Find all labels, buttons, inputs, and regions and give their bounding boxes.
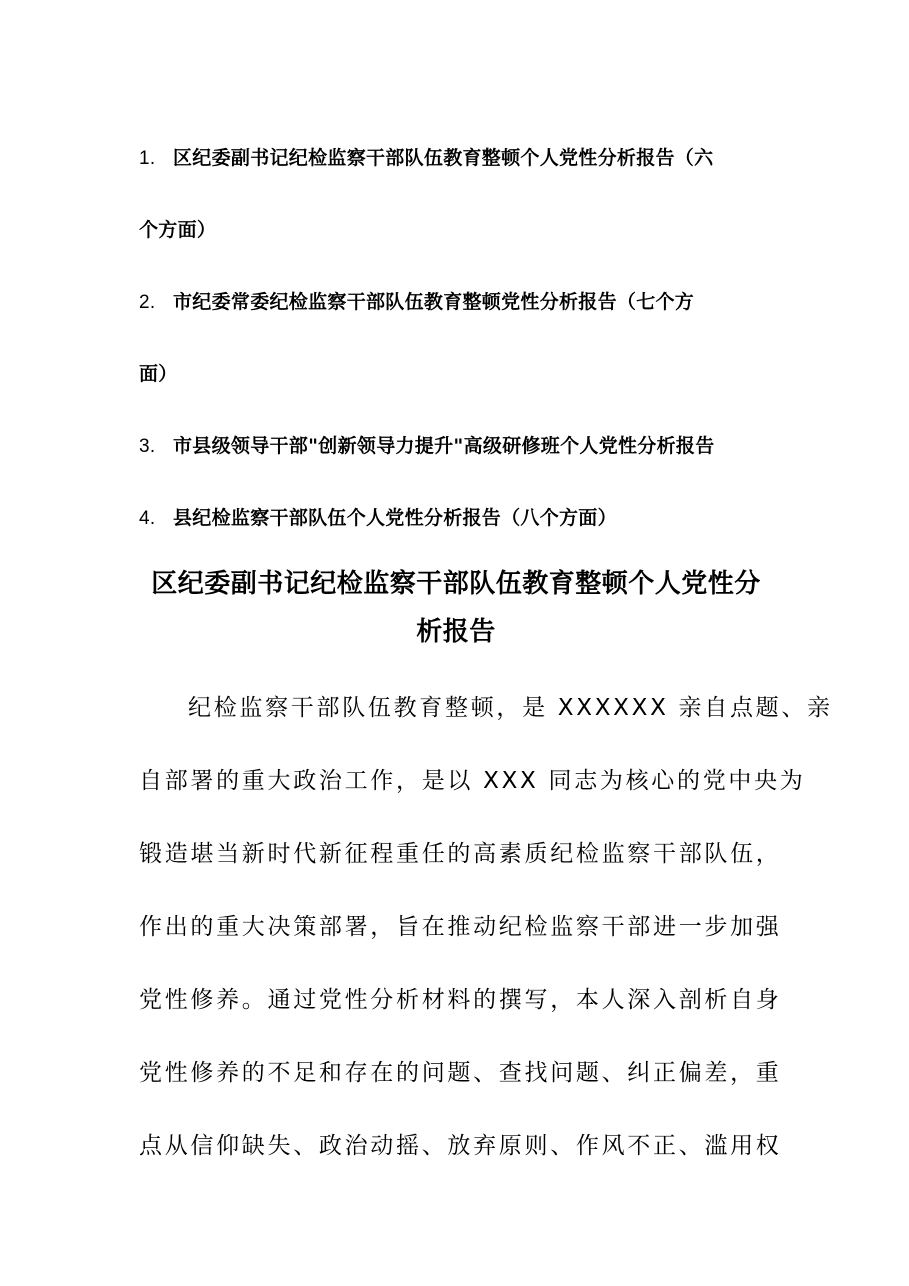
toc-item-2-line-2: [139, 354, 773, 426]
body-line: 党性修养的不足和存在的问题、查找问题、纠正偏差，重: [139, 1060, 782, 1086]
toc-item-number: 3.: [139, 436, 156, 457]
toc-item-1-line-2: [139, 210, 773, 282]
toc-item-number: 1.: [139, 148, 156, 169]
toc-item-title-continued: 面）: [139, 363, 178, 385]
toc-item-2[interactable]: [139, 282, 773, 426]
document-title-line-2: 析报告: [416, 617, 496, 647]
toc-item-title: 县纪检监察干部队伍个人党性分析报告（八个方面）: [173, 507, 617, 529]
document-title-line-1: 区纪委副书记纪检监察干部队伍教育整顿个人党性分: [151, 569, 761, 599]
body-line: 作出的重大决策部署，旨在推动纪检监察干部进一步加强: [139, 914, 782, 940]
toc-item-title: 市县级领导干部"创新领导力提升"高级研修班个人党性分析报告: [173, 435, 715, 457]
toc-item-number: 4.: [139, 508, 156, 529]
toc-item-title: 市纪委常委纪检监察干部队伍教育整顿党性分析报告（七个方: [173, 291, 695, 313]
body-line: 锻造堪当新时代新征程重任的高素质纪检监察干部队伍，: [139, 841, 782, 867]
document-body: [139, 672, 833, 1183]
body-line: 纪检监察干部队伍教育整顿，是 XXXXXX 亲自点题、亲: [188, 695, 833, 721]
toc-item-title: 区纪委副书记纪检监察干部队伍教育整顿个人党性分析报告（六: [173, 147, 714, 169]
document-title: [139, 560, 773, 656]
table-of-contents: [139, 138, 773, 570]
body-line: 自部署的重大政治工作，是以 XXX 同志为核心的党中央为: [139, 768, 806, 794]
body-line: 党性修养。通过党性分析材料的撰写，本人深入剖析自身: [139, 987, 782, 1013]
toc-item-title-continued: 个方面）: [139, 219, 217, 241]
toc-item-number: 2.: [139, 292, 156, 313]
toc-item-1-line-1: [139, 138, 773, 210]
body-line: 点从信仰缺失、政治动摇、放弃原则、作风不正、滥用权: [139, 1133, 782, 1159]
toc-item-1[interactable]: [139, 138, 773, 282]
toc-item-3-line-1: [139, 426, 773, 498]
toc-item-3[interactable]: [139, 426, 773, 498]
toc-item-2-line-1: [139, 282, 773, 354]
